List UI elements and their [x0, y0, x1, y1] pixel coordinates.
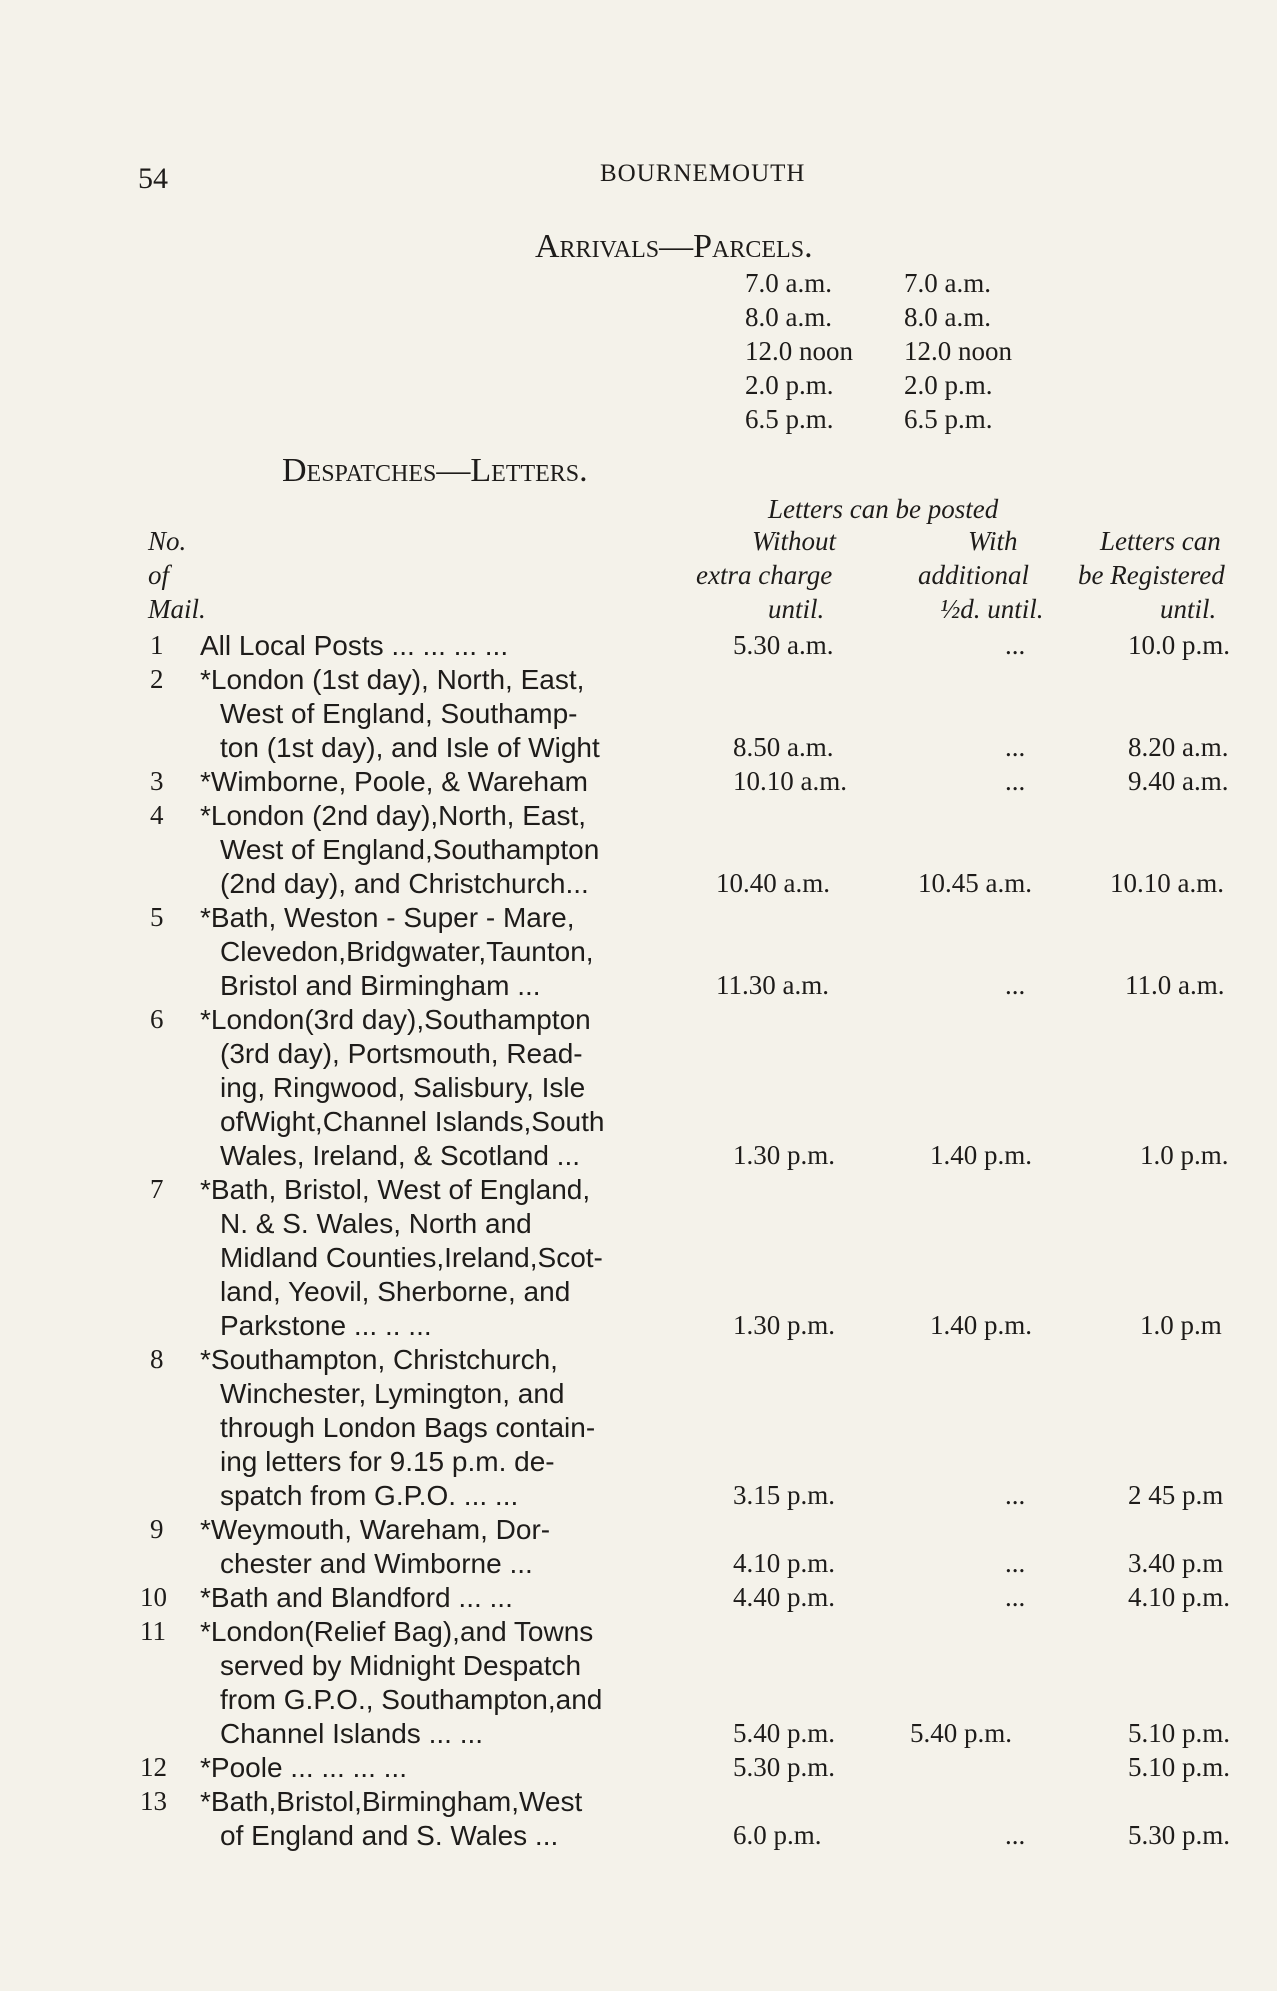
- time-without-charge: 10.40 a.m.: [716, 868, 830, 898]
- time-registered: 10.10 a.m.: [1110, 868, 1224, 898]
- arrival-time: 8.0 a.m.: [904, 302, 991, 332]
- header-be-registered: be Registered: [1078, 560, 1225, 590]
- time-registered: 4.10 p.m.: [1128, 1582, 1231, 1612]
- destination-line: of England and S. Wales ...: [220, 1820, 559, 1851]
- time-without-charge: 5.30 p.m.: [733, 1752, 836, 1782]
- header-with: With: [968, 526, 1018, 556]
- despatches-heading: Despatches—Letters.: [282, 452, 588, 489]
- destination-line: ofWight,Channel Islands,South: [220, 1106, 605, 1137]
- destination-line: *Southampton, Christchurch,: [200, 1344, 558, 1375]
- time-without-charge: 4.10 p.m.: [733, 1548, 836, 1578]
- destination-line: *London(Relief Bag),and Towns: [200, 1616, 594, 1647]
- time-registered: 2 45 p.m: [1128, 1480, 1224, 1510]
- mail-number: 7: [150, 1174, 164, 1204]
- time-without-charge: 1.30 p.m.: [733, 1140, 836, 1170]
- mail-number: 10: [140, 1582, 167, 1612]
- time-with-charge: ...: [1005, 970, 1026, 1000]
- time-with-charge: ...: [1005, 630, 1026, 660]
- mail-number: 9: [150, 1514, 164, 1544]
- destination-line: land, Yeovil, Sherborne, and: [220, 1276, 571, 1307]
- destination-line: *Bath, Weston - Super - Mare,: [200, 902, 575, 933]
- arrival-time: 12.0 noon: [745, 336, 853, 366]
- time-without-charge: 5.30 a.m.: [733, 630, 834, 660]
- time-with-charge: ...: [1005, 1548, 1026, 1578]
- header-posted: Letters can be posted: [768, 494, 999, 524]
- time-with-charge: ...: [1005, 1480, 1026, 1510]
- time-without-charge: 10.10 a.m.: [733, 766, 847, 796]
- running-head: BOURNEMOUTH: [600, 160, 806, 187]
- time-without-charge: 5.40 p.m.: [733, 1718, 836, 1748]
- mail-number: 11: [140, 1616, 166, 1646]
- arrival-time: 7.0 a.m.: [745, 268, 832, 298]
- arrival-time: 2.0 p.m.: [904, 370, 993, 400]
- header-additional: additional: [918, 560, 1030, 590]
- mail-number: 4: [150, 800, 164, 830]
- page-number: 54: [138, 162, 168, 195]
- time-with-charge: ...: [1005, 1820, 1026, 1850]
- mail-number: 3: [150, 766, 164, 796]
- arrivals-heading: Arrivals—Parcels.: [535, 228, 813, 265]
- arrival-time: 2.0 p.m.: [745, 370, 834, 400]
- arrival-time: 6.5 p.m.: [904, 404, 993, 434]
- destination-line: *Poole ... ... ... ...: [200, 1752, 407, 1783]
- destination-line: ing letters for 9.15 p.m. de-: [220, 1446, 555, 1477]
- destination-line: through London Bags contain-: [220, 1412, 596, 1443]
- time-with-charge: ...: [1005, 1582, 1026, 1612]
- mail-number: 8: [150, 1344, 164, 1374]
- time-without-charge: 8.50 a.m.: [733, 732, 834, 762]
- destination-line: *London(3rd day),Southampton: [200, 1004, 591, 1035]
- time-registered: 9.40 a.m.: [1128, 766, 1229, 796]
- arrival-time: 6.5 p.m.: [745, 404, 834, 434]
- destination-line: *London (1st day), North, East,: [200, 664, 585, 695]
- destination-line: Winchester, Lymington, and: [220, 1378, 565, 1409]
- destination-line: *Wimborne, Poole, & Wareham: [200, 766, 588, 797]
- mail-number: 2: [150, 664, 164, 694]
- time-without-charge: 3.15 p.m.: [733, 1480, 836, 1510]
- time-with-charge: ...: [1005, 732, 1026, 762]
- destination-line: Wales, Ireland, & Scotland ...: [220, 1140, 581, 1171]
- arrival-time: 12.0 noon: [904, 336, 1012, 366]
- header-of: of: [148, 560, 170, 590]
- destination-line: *London (2nd day),North, East,: [200, 800, 587, 831]
- time-registered: 1.0 p.m.: [1140, 1140, 1229, 1170]
- destination-line: West of England,Southampton: [220, 834, 600, 865]
- header-half-d-until: ½d. until.: [940, 594, 1044, 624]
- header-no: No.: [148, 526, 187, 556]
- destination-line: Clevedon,Bridgwater,Taunton,: [220, 936, 594, 967]
- destination-line: ing, Ringwood, Salisbury, Isle: [220, 1072, 586, 1103]
- time-registered: 3.40 p.m: [1128, 1548, 1224, 1578]
- destination-line: Bristol and Birmingham ...: [220, 970, 541, 1001]
- header-letters-can: Letters can: [1100, 526, 1221, 556]
- arrival-time: 8.0 a.m.: [745, 302, 832, 332]
- time-without-charge: 6.0 p.m.: [733, 1820, 822, 1850]
- destination-line: *Bath,Bristol,Birmingham,West: [200, 1786, 583, 1817]
- destination-line: *Weymouth, Wareham, Dor-: [200, 1514, 551, 1545]
- destination-line: (2nd day), and Christchurch...: [220, 868, 589, 899]
- destination-line: ton (1st day), and Isle of Wight: [220, 732, 600, 763]
- time-registered: 10.0 p.m.: [1128, 630, 1231, 660]
- time-registered: 5.30 p.m.: [1128, 1820, 1231, 1850]
- destination-line: Channel Islands ... ...: [220, 1718, 484, 1749]
- destination-line: spatch from G.P.O. ... ...: [220, 1480, 519, 1511]
- destination-line: *Bath and Blandford ... ...: [200, 1582, 513, 1613]
- mail-number: 1: [150, 630, 164, 660]
- time-registered: 5.10 p.m.: [1128, 1752, 1231, 1782]
- destination-line: Midland Counties,Ireland,Scot-: [220, 1242, 603, 1273]
- time-with-charge: 1.40 p.m.: [930, 1310, 1033, 1340]
- header-until-3: until.: [1160, 594, 1217, 624]
- time-with-charge: 10.45 a.m.: [918, 868, 1032, 898]
- header-until-1: until.: [768, 594, 825, 624]
- destination-line: Parkstone ... .. ...: [220, 1310, 432, 1341]
- header-without: Without: [752, 526, 837, 556]
- destination-line: N. & S. Wales, North and: [220, 1208, 532, 1239]
- time-registered: 5.10 p.m.: [1128, 1718, 1231, 1748]
- arrival-time: 7.0 a.m.: [904, 268, 991, 298]
- destination-line: *Bath, Bristol, West of England,: [200, 1174, 591, 1205]
- destination-line: West of England, Southamp-: [220, 698, 578, 729]
- time-registered: 1.0 p.m: [1140, 1310, 1222, 1340]
- time-registered: 11.0 a.m.: [1125, 970, 1225, 1000]
- time-without-charge: 11.30 a.m.: [716, 970, 829, 1000]
- mail-number: 13: [140, 1786, 167, 1816]
- time-with-charge: ...: [1005, 766, 1026, 796]
- mail-number: 12: [140, 1752, 167, 1782]
- time-without-charge: 1.30 p.m.: [733, 1310, 836, 1340]
- mail-number: 5: [150, 902, 164, 932]
- time-with-charge: 1.40 p.m.: [930, 1140, 1033, 1170]
- destination-line: chester and Wimborne ...: [220, 1548, 533, 1579]
- destination-line: All Local Posts ... ... ... ...: [200, 630, 509, 661]
- time-registered: 8.20 a.m.: [1128, 732, 1229, 762]
- destination-line: from G.P.O., Southampton,and: [220, 1684, 603, 1715]
- mail-number: 6: [150, 1004, 164, 1034]
- time-without-charge: 4.40 p.m.: [733, 1582, 836, 1612]
- destination-line: served by Midnight Despatch: [220, 1650, 582, 1681]
- destination-line: (3rd day), Portsmouth, Read-: [220, 1038, 583, 1069]
- time-with-charge: 5.40 p.m.: [910, 1718, 1013, 1748]
- header-mail: Mail.: [148, 594, 206, 624]
- header-extra-charge: extra charge: [696, 560, 833, 590]
